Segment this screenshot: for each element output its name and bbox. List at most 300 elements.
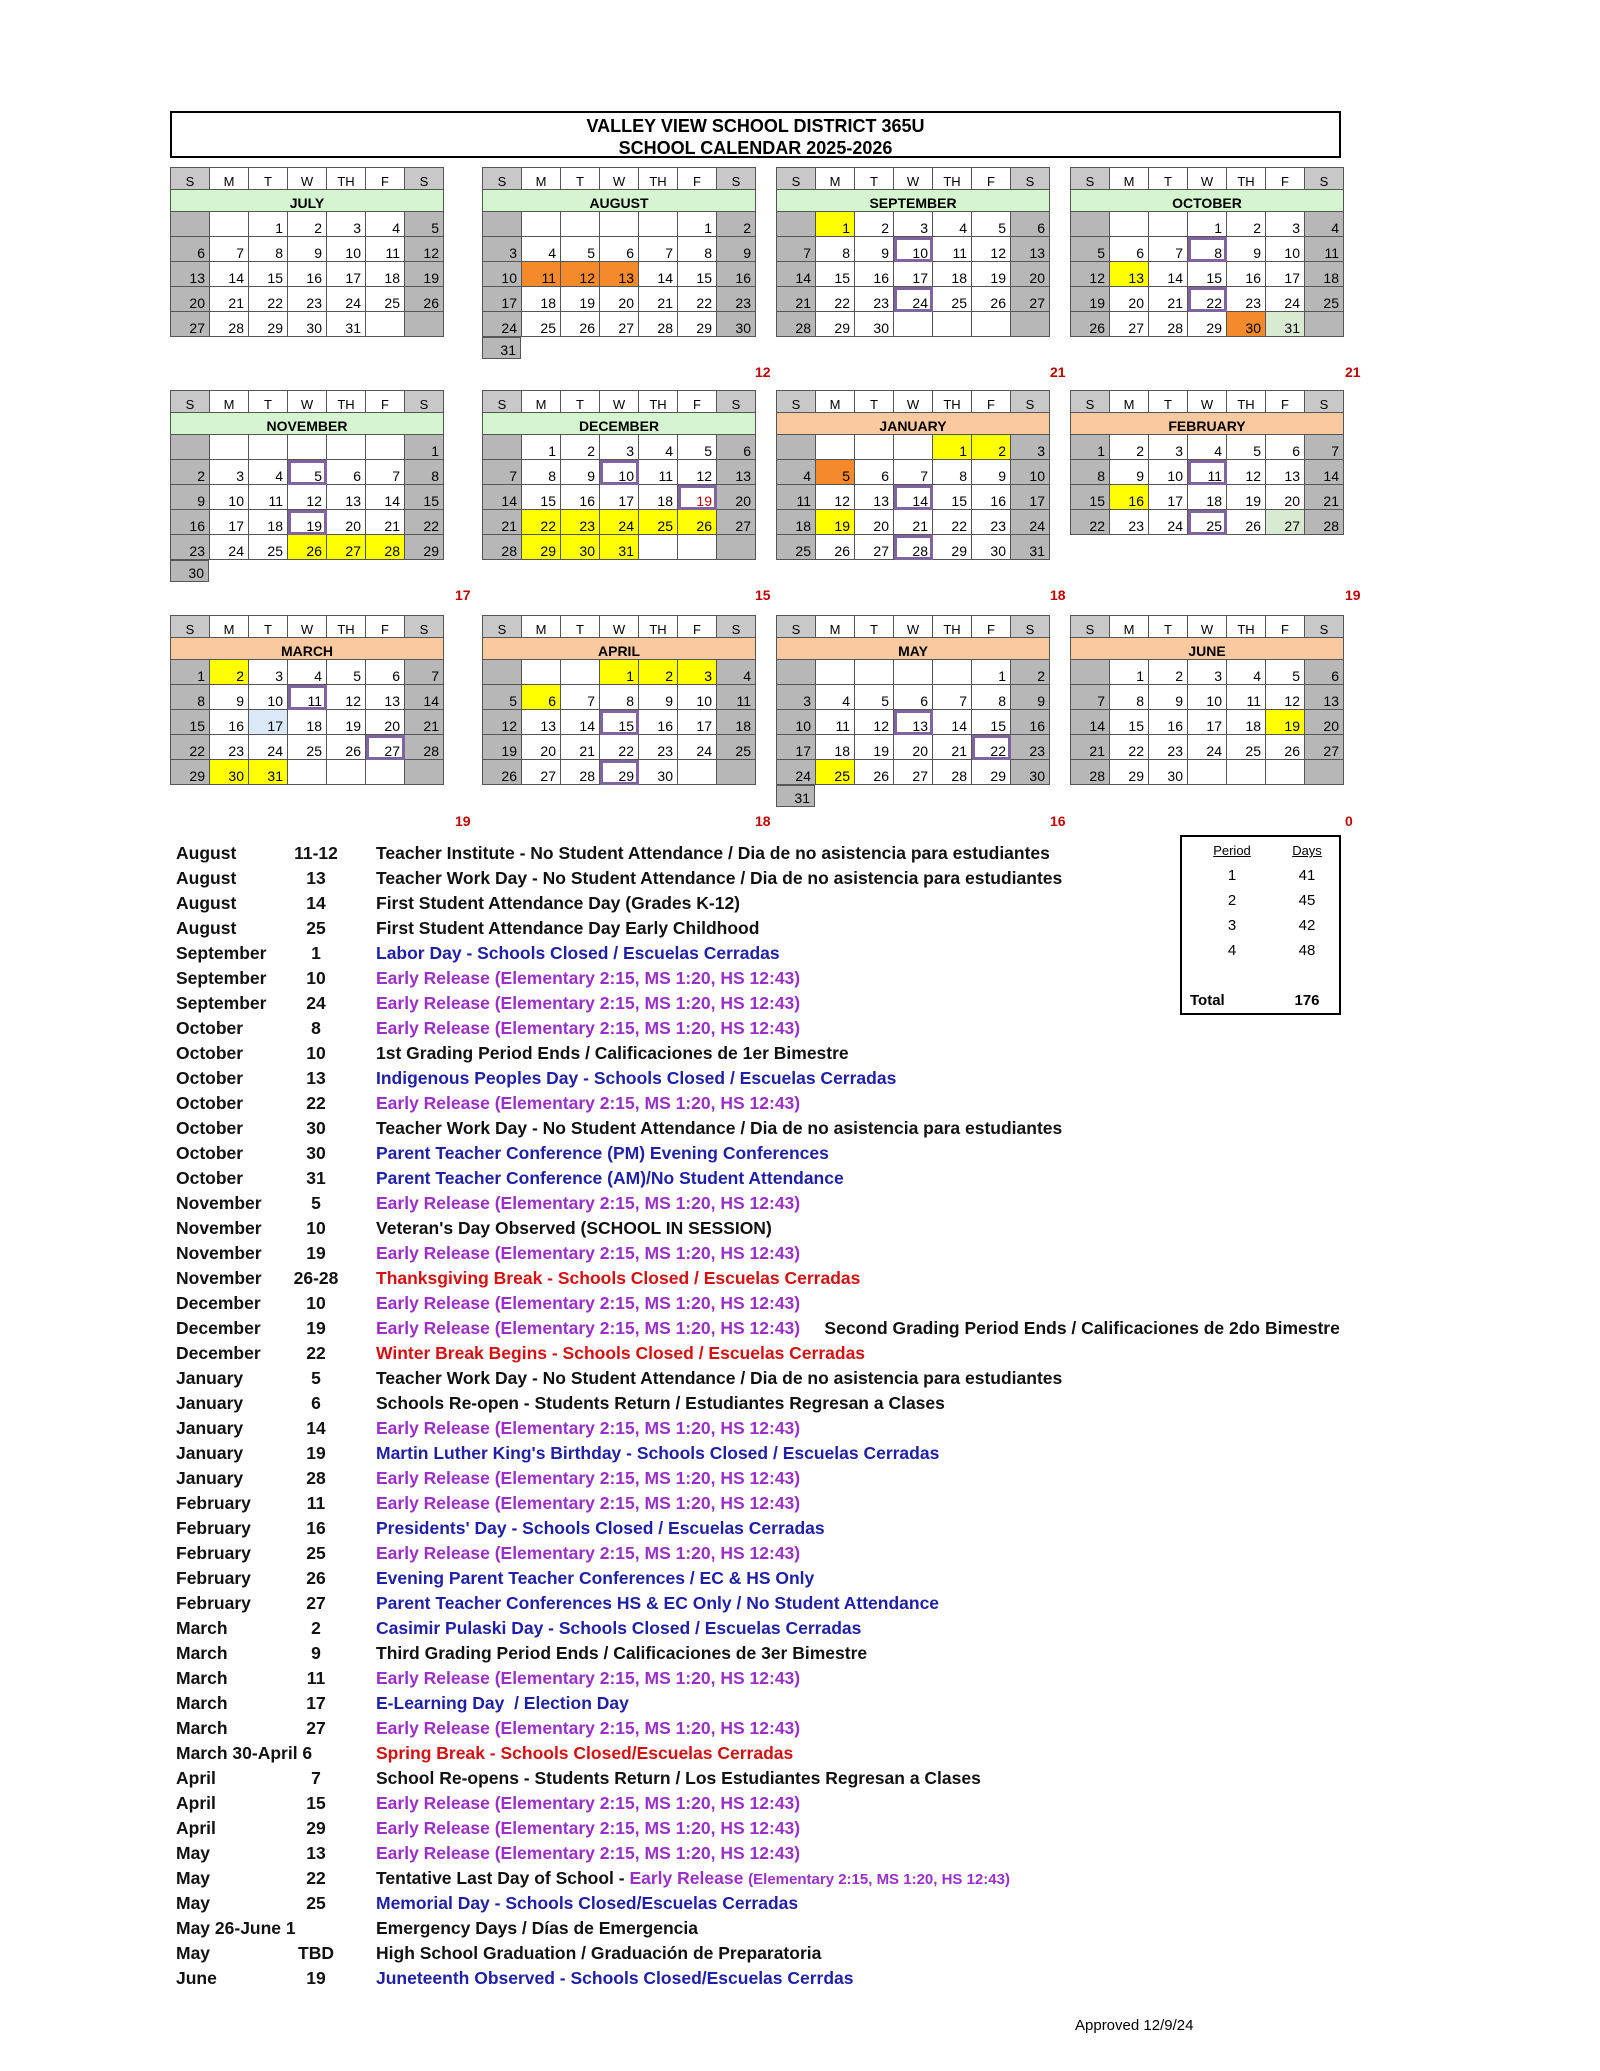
event-text: Early Release (Elementary 2:15, MS 1:20, HS 12:43) (376, 1543, 801, 1563)
calendar-empty-cell (933, 660, 972, 685)
calendar-day: 25 (1305, 287, 1344, 312)
calendar-day: 24 (1149, 510, 1188, 535)
weekday-header: M (816, 168, 855, 190)
calendar-day: 3 (1266, 212, 1305, 237)
calendar-day: 23 (1149, 735, 1188, 760)
calendar-day: 19 (1266, 710, 1305, 735)
month-name: FEBRUARY (1071, 413, 1344, 435)
calendar-day: 25 (717, 735, 756, 760)
calendar-day: 20 (894, 735, 933, 760)
calendar-day: 5 (405, 212, 444, 237)
calendar-day: 14 (777, 262, 816, 287)
event-text: First Student Attendance Day Early Childhood (376, 918, 760, 938)
event-description (376, 1893, 798, 1914)
calendar-day: 10 (1266, 237, 1305, 262)
calendar-day: 23 (717, 287, 756, 312)
calendar-title (170, 111, 1341, 158)
calendar-day: 21 (210, 287, 249, 312)
event-day: 10 (306, 1043, 326, 1063)
event-row (176, 1493, 1476, 1518)
event-text: Evening Parent Teacher Conferences / EC & HS Only (376, 1568, 815, 1588)
event-description (376, 1193, 800, 1214)
calendar-day: 30 (855, 312, 894, 337)
event-month: October (176, 1093, 244, 1113)
calendar-day: 5 (972, 212, 1011, 237)
event-day: 11-12 (294, 843, 338, 863)
calendar-day: 28 (405, 735, 444, 760)
event-month: March (176, 1643, 228, 1663)
calendar-day: 6 (327, 460, 366, 485)
calendar-day: 29 (972, 760, 1011, 785)
event-description (376, 1218, 772, 1239)
event-row (176, 1768, 1476, 1793)
weekday-header: F (366, 616, 405, 638)
event-day: 27 (306, 1593, 326, 1613)
event-description (376, 943, 780, 964)
month-attendance-total: 18 (1050, 587, 1066, 603)
event-text: Early Release (Elementary 2:15, MS 1:20, HS 12:43) (376, 1093, 801, 1113)
calendar-day: 9 (1110, 460, 1149, 485)
event-description (376, 1943, 821, 1964)
calendar-day: 3 (327, 212, 366, 237)
calendar-day: 11 (717, 685, 756, 710)
calendar-day: 15 (972, 710, 1011, 735)
calendar-day: 16 (855, 262, 894, 287)
calendar-day: 22 (171, 735, 210, 760)
calendar-day: 4 (249, 460, 288, 485)
event-day: 10 (306, 1293, 326, 1313)
event-description (376, 1543, 800, 1564)
calendar-day: 6 (600, 237, 639, 262)
calendar-day: 21 (483, 510, 522, 535)
month-september (776, 167, 1050, 337)
calendar-day: 19 (327, 710, 366, 735)
calendar-day: 20 (327, 510, 366, 535)
month-attendance-total: 17 (455, 587, 471, 603)
calendar-day: 28 (1149, 312, 1188, 337)
event-day: 26 (306, 1568, 326, 1588)
calendar-day: 5 (816, 460, 855, 485)
period-days: 42 (1298, 917, 1316, 934)
calendar-day: 7 (1071, 685, 1110, 710)
weekday-header: M (1110, 391, 1149, 413)
event-month: February (176, 1568, 251, 1588)
calendar-day: 1 (933, 435, 972, 460)
calendar-day: 2 (717, 212, 756, 237)
weekday-header: S (171, 391, 210, 413)
weekday-header: S (1071, 391, 1110, 413)
calendar-day: 6 (1266, 435, 1305, 460)
event-row (176, 1443, 1476, 1468)
event-month: December (176, 1293, 261, 1313)
event-day: 25 (306, 1543, 326, 1563)
calendar-day: 13 (327, 485, 366, 510)
weekday-header: S (171, 616, 210, 638)
calendar-day: 28 (639, 312, 678, 337)
event-day: 8 (311, 1018, 321, 1038)
weekday-header: M (522, 168, 561, 190)
month-name: MAY (777, 638, 1050, 660)
calendar-day: 7 (639, 237, 678, 262)
calendar-day: 11 (1227, 685, 1266, 710)
weekday-header: F (366, 168, 405, 190)
calendar-day: 7 (1149, 237, 1188, 262)
calendar-day: 16 (972, 485, 1011, 510)
event-row (176, 1668, 1476, 1693)
event-description (376, 1418, 800, 1439)
calendar-empty-cell (210, 212, 249, 237)
calendar-day: 14 (639, 262, 678, 287)
calendar-day: 5 (561, 237, 600, 262)
weekday-header: F (1266, 391, 1305, 413)
calendar-day: 21 (405, 710, 444, 735)
calendar-day: 21 (933, 735, 972, 760)
calendar-day: 23 (171, 535, 210, 560)
calendar-day: 11 (639, 460, 678, 485)
calendar-day: 19 (483, 735, 522, 760)
calendar-day: 1 (972, 660, 1011, 685)
calendar-day: 18 (1305, 262, 1344, 287)
event-description (376, 1693, 629, 1714)
event-month: March (176, 1668, 228, 1688)
calendar-day: 29 (678, 312, 717, 337)
calendar-day: 24 (678, 735, 717, 760)
event-row (176, 843, 1476, 868)
calendar-day: 2 (972, 435, 1011, 460)
event-text: Teacher Work Day - No Student Attendance / Dia de no asistencia para estudiantes (376, 1368, 1063, 1388)
calendar-day: 18 (777, 510, 816, 535)
weekday-header: TH (639, 168, 678, 190)
calendar-day: 10 (600, 460, 639, 485)
calendar-day: 18 (816, 735, 855, 760)
calendar-day: 17 (483, 287, 522, 312)
event-description (376, 1868, 1010, 1889)
calendar-day: 20 (855, 510, 894, 535)
event-row (176, 1168, 1476, 1193)
weekday-header: S (405, 616, 444, 638)
calendar-day: 18 (288, 710, 327, 735)
event-description (376, 893, 740, 914)
weekday-header: M (522, 391, 561, 413)
calendar-day: 7 (483, 460, 522, 485)
event-text: (Elementary 2:15, MS 1:20, HS 12:43) (748, 1871, 1010, 1888)
event-text: Labor Day - Schools Closed / Escuelas Cerradas (376, 943, 780, 963)
approval-note: Approved 12/9/24 (1075, 2017, 1194, 2034)
calendar-day: 6 (1305, 660, 1344, 685)
calendar-day: 22 (972, 735, 1011, 760)
calendar-day: 24 (483, 312, 522, 337)
weekday-header: F (972, 616, 1011, 638)
event-month: November (176, 1268, 262, 1288)
calendar-day: 22 (405, 510, 444, 535)
calendar-empty-cell (522, 212, 561, 237)
event-description (376, 968, 800, 989)
event-row (176, 1218, 1476, 1243)
calendar-day: 20 (1305, 710, 1344, 735)
event-month: November (176, 1193, 262, 1213)
weekday-header: F (678, 616, 717, 638)
event-row (176, 1018, 1476, 1043)
calendar-day: 1 (1110, 660, 1149, 685)
calendar-day: 22 (1188, 287, 1227, 312)
weekday-header: T (855, 616, 894, 638)
calendar-day: 27 (600, 312, 639, 337)
event-row (176, 1143, 1476, 1168)
event-day: 2 (311, 1618, 321, 1638)
calendar-day: 3 (210, 460, 249, 485)
event-month: March (176, 1618, 228, 1638)
calendar-day: 26 (288, 535, 327, 560)
event-description (376, 1818, 800, 1839)
event-month: May 26-June 1 (176, 1918, 296, 1938)
calendar-day: 24 (894, 287, 933, 312)
calendar-day: 8 (816, 237, 855, 262)
calendar-empty-cell (1149, 212, 1188, 237)
calendar-day: 26 (405, 287, 444, 312)
weekday-header: S (1071, 616, 1110, 638)
weekday-header: S (1305, 391, 1344, 413)
calendar-day: 21 (1071, 735, 1110, 760)
calendar-day: 4 (366, 212, 405, 237)
calendar-day: 14 (483, 485, 522, 510)
calendar-day: 16 (1149, 710, 1188, 735)
calendar-day: 1 (816, 212, 855, 237)
calendar-empty-cell (1110, 212, 1149, 237)
event-month: November (176, 1243, 262, 1263)
calendar-day: 15 (816, 262, 855, 287)
calendar-day: 5 (1266, 660, 1305, 685)
event-month: February (176, 1493, 251, 1513)
event-text: Indigenous Peoples Day - Schools Closed / Escuelas Cerradas (376, 1068, 897, 1088)
calendar-day: 17 (1011, 485, 1050, 510)
event-text: E-Learning Day / Election Day (376, 1693, 629, 1713)
calendar-day: 28 (933, 760, 972, 785)
calendar-day: 26 (678, 510, 717, 535)
event-row (176, 1618, 1476, 1643)
event-text: Casimir Pulaski Day - Schools Closed / Escuelas Cerradas (376, 1618, 862, 1638)
calendar-day: 11 (816, 710, 855, 735)
event-row (176, 1193, 1476, 1218)
calendar-day: 17 (1188, 710, 1227, 735)
calendar-day: 14 (405, 685, 444, 710)
month-august (482, 167, 756, 359)
calendar-day: 17 (210, 510, 249, 535)
calendar-empty-cell (1227, 760, 1266, 785)
weekday-header: M (522, 616, 561, 638)
calendar-day: 16 (561, 485, 600, 510)
event-day: 27 (306, 1718, 326, 1738)
event-day: 10 (306, 1218, 326, 1238)
calendar-day: 22 (1071, 510, 1110, 535)
calendar-day: 9 (1011, 685, 1050, 710)
period-number: 3 (1227, 917, 1237, 934)
calendar-day: 16 (639, 710, 678, 735)
calendar-day: 13 (171, 262, 210, 287)
event-description (376, 918, 759, 939)
calendar-day: 30 (288, 312, 327, 337)
calendar-day: 8 (933, 460, 972, 485)
calendar-day: 17 (1149, 485, 1188, 510)
calendar-empty-cell (1305, 760, 1344, 785)
calendar-empty-cell (210, 435, 249, 460)
calendar-day: 27 (855, 535, 894, 560)
calendar-day: 8 (1071, 460, 1110, 485)
calendar-day: 14 (894, 485, 933, 510)
calendar-empty-cell (288, 435, 327, 460)
calendar-empty-cell (288, 760, 327, 785)
calendar-day: 7 (933, 685, 972, 710)
event-month: October (176, 1043, 244, 1063)
calendar-day: 25 (1188, 510, 1227, 535)
calendar-day: 27 (717, 510, 756, 535)
event-row (176, 868, 1476, 893)
calendar-day: 16 (171, 510, 210, 535)
month-name: MARCH (171, 638, 444, 660)
calendar-day: 7 (561, 685, 600, 710)
weekday-header: S (171, 168, 210, 190)
calendar-empty-cell (894, 435, 933, 460)
month-attendance-total: 21 (1050, 364, 1066, 380)
calendar-day: 28 (366, 535, 405, 560)
calendar-day: 15 (678, 262, 717, 287)
calendar-day: 27 (171, 312, 210, 337)
event-month: January (176, 1418, 244, 1438)
calendar-day: 9 (288, 237, 327, 262)
calendar-day: 4 (1227, 660, 1266, 685)
event-text: Early Release (Elementary 2:15, MS 1:20, HS 12:43) (376, 1318, 801, 1338)
event-description (376, 1493, 800, 1514)
calendar-day: 9 (639, 685, 678, 710)
event-month: May (176, 1843, 211, 1863)
weekday-header: M (816, 391, 855, 413)
weekday-header: TH (327, 616, 366, 638)
calendar-day: 10 (210, 485, 249, 510)
calendar-day: 4 (933, 212, 972, 237)
calendar-empty-cell (1071, 212, 1110, 237)
calendar-day: 23 (972, 510, 1011, 535)
calendar-day: 30 (972, 535, 1011, 560)
event-description (376, 1743, 793, 1764)
event-description (376, 843, 1050, 864)
calendar-day: 22 (600, 735, 639, 760)
weekday-header: F (1266, 168, 1305, 190)
calendar-day: 23 (1227, 287, 1266, 312)
calendar-day: 7 (1305, 435, 1344, 460)
event-month: January (176, 1443, 244, 1463)
event-row (176, 1693, 1476, 1718)
calendar-day: 18 (522, 287, 561, 312)
weekday-header: T (561, 391, 600, 413)
calendar-day: 28 (210, 312, 249, 337)
event-description (376, 1843, 800, 1864)
weekday-header: W (288, 616, 327, 638)
calendar-empty-cell (777, 660, 816, 685)
calendar-empty-cell (639, 535, 678, 560)
month-attendance-total: 18 (755, 813, 771, 829)
calendar-day: 11 (777, 485, 816, 510)
calendar-day: 28 (483, 535, 522, 560)
calendar-day: 22 (249, 287, 288, 312)
calendar-empty-cell (405, 312, 444, 337)
calendar-day: 31 (1011, 535, 1050, 560)
event-day: 26-28 (293, 1268, 339, 1288)
event-day: 24 (306, 993, 326, 1013)
calendar-day: 3 (1011, 435, 1050, 460)
calendar-day: 28 (561, 760, 600, 785)
weekday-header: T (855, 391, 894, 413)
calendar-day: 20 (366, 710, 405, 735)
event-row (176, 1368, 1476, 1393)
calendar-day: 3 (1149, 435, 1188, 460)
month-march (170, 615, 444, 785)
calendar-empty-cell (561, 660, 600, 685)
event-description (376, 1768, 981, 1789)
month-name: SEPTEMBER (777, 190, 1050, 212)
events-list (176, 843, 1476, 1993)
calendar-day: 26 (1071, 312, 1110, 337)
calendar-day: 20 (1266, 485, 1305, 510)
event-row (176, 1318, 1476, 1343)
calendar-empty-cell (483, 435, 522, 460)
weekday-header: W (894, 391, 933, 413)
event-description (376, 1093, 800, 1114)
event-day: 6 (311, 1393, 321, 1413)
month-june (1070, 615, 1344, 785)
calendar-day: 14 (1149, 262, 1188, 287)
calendar-day: 10 (678, 685, 717, 710)
calendar-day: 27 (522, 760, 561, 785)
event-text: Tentative Last Day of School - (376, 1868, 630, 1888)
event-description (376, 993, 800, 1014)
event-text: Juneteenth Observed - Schools Closed/Escuelas Cerrdas (376, 1968, 854, 1988)
calendar-empty-cell (855, 435, 894, 460)
event-text: Parent Teacher Conferences HS & EC Only / No Student Attendance (376, 1593, 940, 1613)
event-row (176, 1918, 1476, 1943)
event-day: 16 (306, 1518, 326, 1538)
period-number: 2 (1227, 892, 1237, 909)
calendar-day: 10 (1149, 460, 1188, 485)
event-text: Teacher Institute - No Student Attendance / Dia de no asistencia para estudiantes (376, 843, 1050, 863)
event-day: 28 (306, 1468, 326, 1488)
weekday-header: S (1011, 168, 1050, 190)
event-text: Early Release (Elementary 2:15, MS 1:20, HS 12:43) (376, 1793, 801, 1813)
weekday-header: T (561, 168, 600, 190)
district-name: VALLEY VIEW SCHOOL DISTRICT 365U (586, 116, 925, 136)
calendar-day: 15 (1071, 485, 1110, 510)
calendar-day: 27 (1011, 287, 1050, 312)
event-month: November (176, 1218, 262, 1238)
event-day: 22 (306, 1343, 326, 1363)
calendar-day: 19 (1071, 287, 1110, 312)
calendar-day: 12 (561, 262, 600, 287)
event-day: 30 (306, 1143, 326, 1163)
calendar-day: 5 (1227, 435, 1266, 460)
weekday-header: W (1188, 616, 1227, 638)
event-row (176, 1793, 1476, 1818)
calendar-day: 25 (522, 312, 561, 337)
calendar-day: 6 (1011, 212, 1050, 237)
calendar-day: 14 (933, 710, 972, 735)
calendar-day: 13 (1305, 685, 1344, 710)
calendar-day: 3 (1188, 660, 1227, 685)
calendar-day: 21 (639, 287, 678, 312)
weekday-header: F (972, 391, 1011, 413)
event-month: August (176, 918, 237, 938)
event-text: Third Grading Period Ends / Calificaciones de 3er Bimestre (376, 1643, 868, 1663)
weekday-header: TH (327, 391, 366, 413)
weekday-header: M (210, 391, 249, 413)
calendar-day: 8 (972, 685, 1011, 710)
